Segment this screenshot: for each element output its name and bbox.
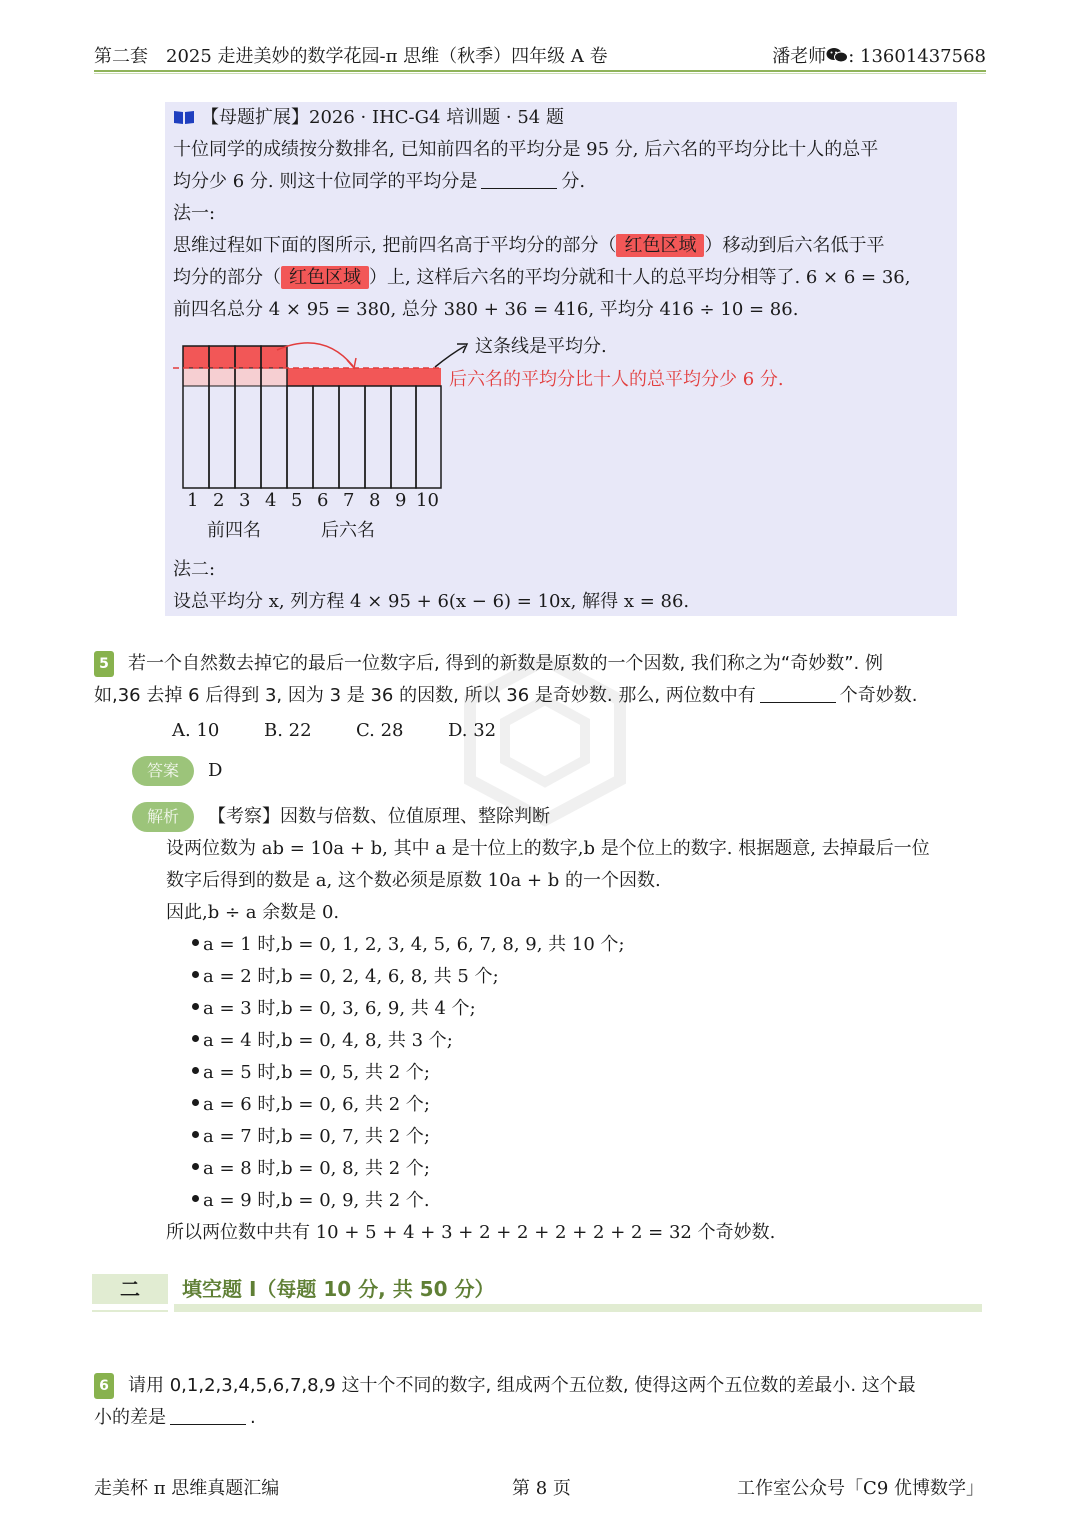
option-b: B. 22 <box>264 720 312 741</box>
column-number: 10 <box>416 490 439 511</box>
teacher-phone: : 13601437568 <box>848 46 986 67</box>
footer-right: 工作室公众号「C9 优博数学」 <box>737 1478 984 1499</box>
list-item: a = 3 时,b = 0, 3, 6, 9, 共 4 个; <box>192 993 476 1025</box>
method-one-line: 前四名总分 4 × 95 = 380, 总分 380 + 36 = 416, 平均分 416 ÷ 10 = 86. <box>173 299 799 320</box>
teacher-name: 潘老师 <box>772 46 827 67</box>
label-arrow <box>435 346 465 367</box>
method-two-line: 设总平均分 x, 列方程 4 × 95 + 6(x − 6) = 10x, 解得 x = 86. <box>173 591 690 612</box>
column-number: 1 <box>187 490 199 511</box>
column-number: 8 <box>369 490 381 511</box>
average-line-label: 这条线是平均分. <box>475 336 607 357</box>
question-text: 若一个自然数去掉它的最后一位数字后, 得到的新数是原数的一个因数, 我们称之为“奇妙数”. 例 <box>128 653 883 674</box>
method-one-line: 思维过程如下面的图所示, 把前四名高于平均分的部分（ 红色区域 ）移动到后六名低于平 <box>173 235 885 256</box>
option-a: A. 10 <box>172 720 220 741</box>
red-area-highlight: 红色区域 <box>616 234 704 257</box>
list-item: a = 7 时,b = 0, 7, 共 2 个; <box>192 1121 430 1153</box>
list-item: a = 4 时,b = 0, 4, 8, 共 3 个; <box>192 1025 453 1057</box>
answer-blank <box>481 168 557 189</box>
extension-question-line: 均分少 6 分. 则这十位同学的平均分是 分. <box>173 166 585 198</box>
column-number: 5 <box>291 490 303 511</box>
analysis-pill: 解析 <box>132 802 194 832</box>
front-four-label: 前四名 <box>207 520 261 541</box>
header-contact <box>772 42 986 68</box>
book-icon <box>173 104 195 120</box>
footer-left: 走美杯 π 思维真题汇编 <box>94 1478 280 1499</box>
column-number: 9 <box>395 490 407 511</box>
section-number: 二 <box>92 1274 168 1304</box>
analysis-line: 因此,b ÷ a 余数是 0. <box>166 902 340 923</box>
analysis-title: 【考察】因数与倍数、位值原理、整除判断 <box>208 806 550 827</box>
question-text: 请用 0,1,2,3,4,5,6,7,8,9 这十个不同的数字, 组成两个五位数, 使得这两个五位数的差最小. 这个最 <box>128 1375 916 1396</box>
column-number: 2 <box>213 490 225 511</box>
answer-blank <box>170 1404 246 1425</box>
answer-blank <box>760 682 836 703</box>
header-rule <box>94 70 986 72</box>
extension-box <box>165 102 957 616</box>
wechat-icon <box>826 47 848 63</box>
method-one-line: 均分的部分（ 红色区域 ）上, 这样后六名的平均分就和十人的总平均分相等了. 6 × 6 = 36, <box>173 267 911 288</box>
red-area-highlight: 红色区域 <box>281 266 369 289</box>
question-6 <box>94 1370 916 1402</box>
option-c: C. 28 <box>356 720 404 741</box>
section-title: 填空题 I（每题 10 分, 共 50 分） <box>182 1277 495 1301</box>
section-rule <box>174 1304 982 1312</box>
column-number: 4 <box>265 490 277 511</box>
column-number: 3 <box>239 490 251 511</box>
method-two-label: 法二: <box>173 559 216 580</box>
deficit-label: 后六名的平均分比十人的总平均分少 6 分. <box>449 369 784 390</box>
analysis-conclusion: 所以两位数中共有 10 + 5 + 4 + 3 + 2 + 2 + 2 + 2 + 2 = 32 个奇妙数. <box>166 1222 776 1243</box>
answer-pill: 答案 <box>132 756 194 786</box>
analysis-line: 数字后得到的数是 a, 这个数必须是原数 10a + b 的一个因数. <box>166 870 661 891</box>
question-text-line: 如,36 去掉 6 后得到 3, 因为 3 是 36 的因数, 所以 36 是奇妙数. 那么, 两位数中有 个奇妙数. <box>94 680 918 712</box>
answer-value: D <box>208 760 223 781</box>
method-one-label: 法一: <box>173 203 216 224</box>
score-figure <box>173 338 953 548</box>
analysis-line: 设两位数为 ab = 10a + b, 其中 a 是十位上的数字,b 是个位上的数字. 根据题意, 去掉最后一位 <box>166 838 930 859</box>
list-item: a = 2 时,b = 0, 2, 4, 6, 8, 共 5 个; <box>192 961 499 993</box>
red-deficit-area <box>287 368 441 386</box>
option-d: D. 32 <box>448 720 497 741</box>
move-arrow <box>277 343 353 366</box>
section-rule-short <box>92 1310 168 1312</box>
list-item: a = 8 时,b = 0, 8, 共 2 个; <box>192 1153 430 1185</box>
column-number: 7 <box>343 490 355 511</box>
question-number-badge: 6 <box>94 1373 114 1399</box>
extension-title-text: 【母题扩展】2026 · IHC-G4 培训题 · 54 题 <box>201 107 564 128</box>
question-text-line: 小的差是 . <box>94 1402 256 1434</box>
back-six-label: 后六名 <box>321 520 375 541</box>
list-item: a = 9 时,b = 0, 9, 共 2 个. <box>192 1185 430 1217</box>
list-item: a = 6 时,b = 0, 6, 共 2 个; <box>192 1089 430 1121</box>
page-number: 第 8 页 <box>512 1478 571 1499</box>
list-item: a = 1 时,b = 0, 1, 2, 3, 4, 5, 6, 7, 8, 9, 共 10 个; <box>192 929 625 961</box>
header-title: 第二套 2025 走进美妙的数学花园-π 思维（秋季）四年级 A 卷 <box>94 46 608 67</box>
list-item: a = 5 时,b = 0, 5, 共 2 个; <box>192 1057 430 1089</box>
extension-title <box>173 102 564 134</box>
question-number-badge: 5 <box>94 651 114 677</box>
column-number: 6 <box>317 490 329 511</box>
header-rule-light <box>94 73 986 74</box>
extension-question-line: 十位同学的成绩按分数排名, 已知前四名的平均分是 95 分, 后六名的平均分比十人的总平 <box>173 139 879 160</box>
